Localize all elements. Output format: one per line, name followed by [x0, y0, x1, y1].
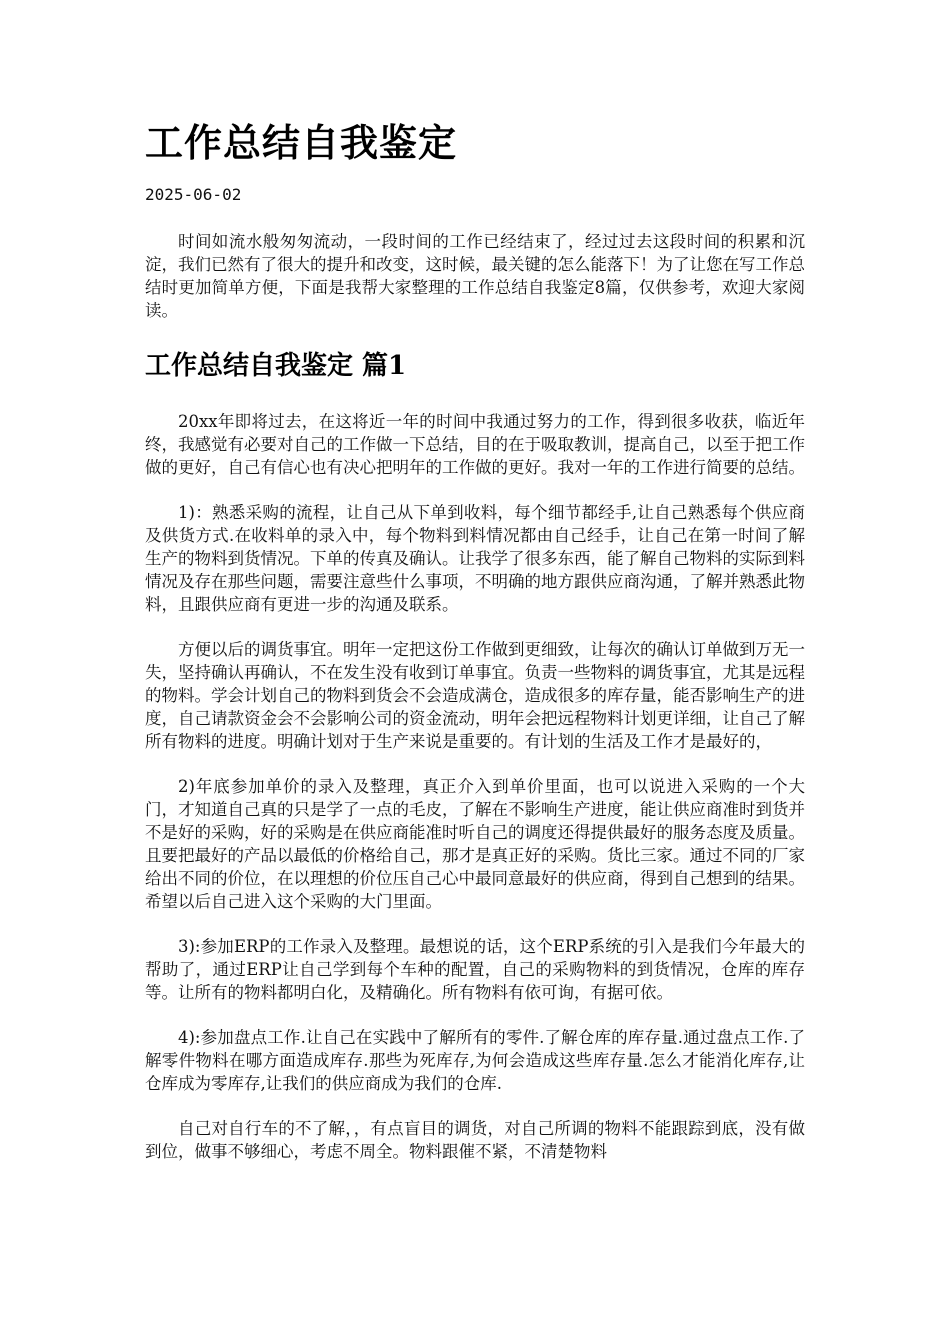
document-page	[145, 112, 805, 1163]
body-paragraph-6: 4):参加盘点工作.让自己在实践中了解所有的零件.了解仓库的库存量.通过盘点工作.了解零件物料在哪方面造成库存.那些为死库存,为何会造成这些库存量.怎么才能消化库存,让仓库成为零库存,让我们的供应商成为我们的仓库.	[145, 1028, 805, 1093]
body-paragraph-4: 2)年底参加单价的录入及整理，真正介入到单价里面，也可以说进入采购的一个大门，才知道自己真的只是学了一点的毛皮，了解在不影响生产进度，能让供应商准时到货并不是好的采购，好的采购是在供应商能准时听自己的调度还得提供最好的服务态度及质量。且要把最好的产品以最低的价格给自己，那才是真正好的采购。货比三家。通过不同的厂家给出不同的价位，在以理想的价位压自己心中最同意最好的供应商，得到自己想到的结果。希望以后自己进入这个采购的大门里面。	[145, 777, 805, 911]
body-paragraph-7: 自己对自行车的不了解，，有点盲目的调货，对自己所调的物料不能跟踪到底，没有做到位，做事不够细心，考虑不周全。物料跟催不紧，不清楚物料	[145, 1119, 805, 1161]
section-title: 工作总结自我鉴定 篇1	[145, 351, 407, 381]
body-paragraph-1: 20xx年即将过去，在这将近一年的时间中我通过努力的工作，得到很多收获，临近年终，我感觉有必要对自己的工作做一下总结，目的在于吸取教训，提高自己，以至于把工作做的更好，自己有信心也有决心把明年的工作做的更好。我对一年的工作进行简要的总结。	[145, 412, 805, 477]
document-date: 2025-06-02	[145, 185, 242, 204]
body-paragraph-2: 1)：熟悉采购的流程，让自己从下单到收料，每个细节都经手,让自己熟悉每个供应商及供货方式.在收料单的录入中，每个物料到料情况都由自己经手，让自己在第一时间了解生产的物料到货情况。下单的传真及确认。让我学了很多东西，能了解自己物料的实际到料情况及存在那些问题，需要注意些什么事项，不明确的地方跟供应商沟通，了解并熟悉此物料，且跟供应商有更进一步的沟通及联系。	[145, 503, 805, 614]
body-paragraph-5: 3):参加ERP的工作录入及整理。最想说的话，这个ERP系统的引入是我们今年最大的帮助了，通过ERP让自己学到每个车种的配置，自己的采购物料的到货情况，仓库的库存等。让所有的物料都明白化，及精确化。所有物料有依可询，有据可依。	[145, 937, 805, 1002]
document-title: 工作总结自我鉴定	[145, 120, 458, 165]
body-paragraph-3: 方便以后的调货事宜。明年一定把这份工作做到更细致，让每次的确认订单做到万无一失，坚持确认再确认，不在发生没有收到订单事宜。负责一些物料的调货事宜，尤其是远程的物料。学会计划自己的物料到货会不会造成满仓，造成很多的库存量，能否影响生产的进度，自己请款资金会不会影响公司的资金流动，明年会把远程物料计划更详细，让自己了解所有物料的进度。明确计划对于生产来说是重要的。有计划的生活及工作才是最好的，	[145, 640, 805, 751]
intro-paragraph: 时间如流水般匆匆流动，一段时间的工作已经结束了，经过过去这段时间的积累和沉淀，我们已然有了很大的提升和改变，这时候，最关键的怎么能落下！为了让您在写工作总结时更加简单方便，下面是我帮大家整理的工作总结自我鉴定8篇，仅供参考，欢迎大家阅读。	[145, 232, 805, 320]
